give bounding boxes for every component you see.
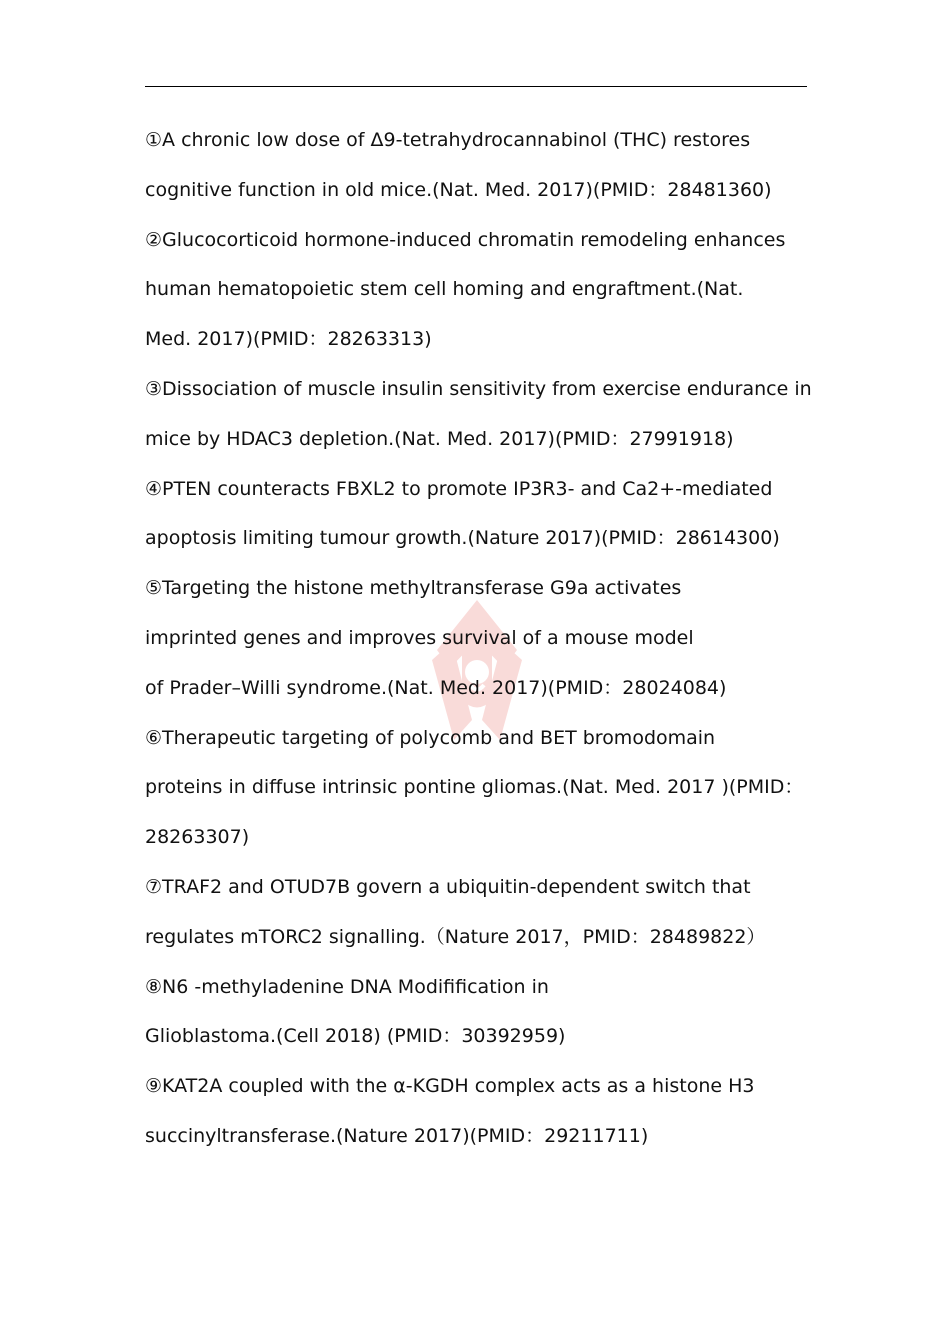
reference-line: of Prader–Willi syndrome.(Nat. Med. 2017)(PMID：28024084) bbox=[145, 676, 727, 699]
reference-line: Glioblastoma.(Cell 2018) (PMID：30392959) bbox=[145, 1025, 566, 1048]
reference-item bbox=[145, 1062, 825, 1162]
reference-line: ③Dissociation of muscle insulin sensitivity from exercise endurance in bbox=[145, 377, 812, 400]
reference-line: ①A chronic low dose of Δ9-tetrahydrocannabinol (THC) restores bbox=[145, 129, 751, 151]
reference-line: proteins in diffuse intrinsic pontine gliomas.(Nat. Med. 2017 )(PMID： bbox=[145, 776, 804, 799]
reference-item bbox=[145, 863, 825, 963]
reference-line: imprinted genes and improves survival of a mouse model bbox=[145, 626, 694, 649]
reference-line: regulates mTORC2 signalling.（Nature 2017，PMID：28489822） bbox=[145, 925, 766, 948]
reference-item bbox=[145, 365, 825, 465]
reference-line: 28263307) bbox=[145, 826, 250, 849]
reference-item bbox=[145, 564, 825, 713]
reference-line: succinyltransferase.(Nature 2017)(PMID：29211711) bbox=[145, 1124, 649, 1147]
reference-line: ⑤Targeting the histone methyltransferase G9a activates bbox=[145, 577, 682, 600]
reference-line: ②Glucocorticoid hormone-induced chromatin remodeling enhances bbox=[145, 228, 786, 251]
reference-line: ⑥Therapeutic targeting of polycomb and BET bromodomain bbox=[145, 726, 716, 749]
reference-line: cognitive function in old mice.(Nat. Med. 2017)(PMID：28481360) bbox=[145, 178, 772, 201]
reference-item bbox=[145, 465, 825, 565]
reference-item bbox=[145, 714, 825, 863]
reference-line: Med. 2017)(PMID：28263313) bbox=[145, 328, 432, 351]
header-rule bbox=[145, 86, 807, 87]
reference-line: ⑧N6 -methyladenine DNA Modifiﬁcation in bbox=[145, 975, 549, 998]
reference-line: ④PTEN counteracts FBXL2 to promote IP3R3- and Ca2+-mediated bbox=[145, 477, 773, 500]
reference-line: apoptosis limiting tumour growth.(Nature 2017)(PMID：28614300) bbox=[145, 527, 780, 550]
reference-line: human hematopoietic stem cell homing and engraftment.(Nat. bbox=[145, 278, 744, 301]
reference-line: ⑦TRAF2 and OTUD7B govern a ubiquitin-dependent switch that bbox=[145, 875, 751, 898]
reference-list bbox=[145, 116, 825, 1162]
reference-line: ⑨KAT2A coupled with the α-KGDH complex acts as a histone H3 bbox=[145, 1075, 755, 1098]
reference-item bbox=[145, 963, 825, 1063]
reference-item bbox=[145, 116, 825, 216]
reference-line: mice by HDAC3 depletion.(Nat. Med. 2017)(PMID：27991918) bbox=[145, 427, 734, 450]
reference-item bbox=[145, 216, 825, 365]
